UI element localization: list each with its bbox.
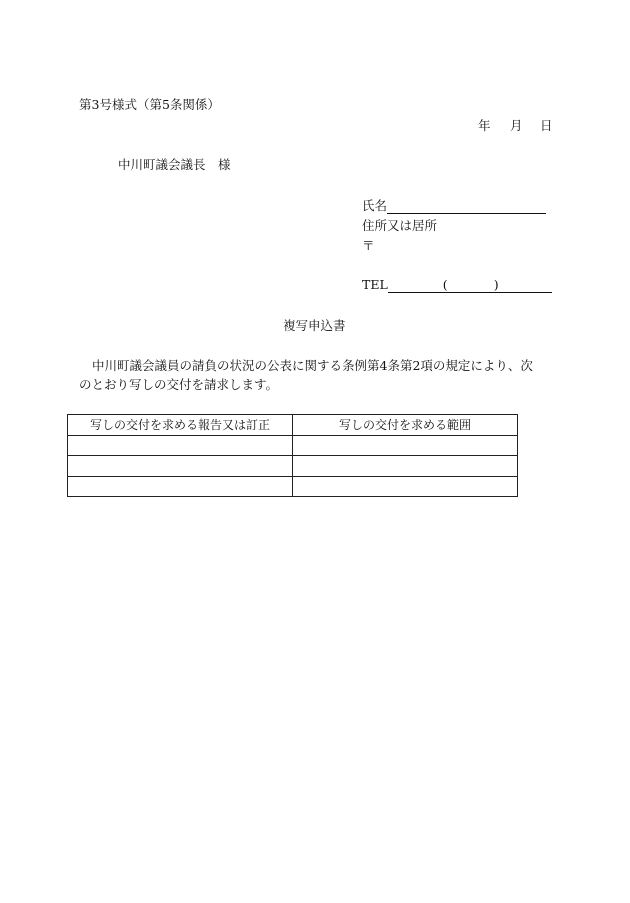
table-cell[interactable] xyxy=(293,476,518,497)
date-year-label: 年 xyxy=(478,118,491,133)
table-row xyxy=(68,476,518,497)
request-table xyxy=(67,414,518,497)
table-row xyxy=(68,435,518,456)
tel-field[interactable] xyxy=(388,278,552,293)
form-number: 第3号様式（第5条関係） xyxy=(79,97,220,112)
address-label: 住所又は居所 xyxy=(362,218,438,233)
addressee: 中川町議会議長 様 xyxy=(118,157,231,172)
table-cell[interactable] xyxy=(68,456,293,477)
tel-close-paren: ) xyxy=(493,277,499,292)
table-cell[interactable] xyxy=(293,456,518,477)
table-cell[interactable] xyxy=(293,435,518,456)
header-report-or-correction: 写しの交付を求める報告又は訂正 xyxy=(68,415,293,436)
name-field[interactable] xyxy=(387,199,546,214)
postal-mark: 〒 xyxy=(362,238,375,253)
date-day-label: 日 xyxy=(540,118,553,133)
document-title: 複写申込書 xyxy=(283,318,346,333)
table-cell[interactable] xyxy=(68,435,293,456)
date-month-label: 月 xyxy=(510,118,523,133)
table-cell[interactable] xyxy=(68,476,293,497)
body-line-1: 中川町議会議員の請負の状況の公表に関する条例第4条第2項の規定により、次 xyxy=(92,358,533,373)
table-row xyxy=(68,456,518,477)
tel-row xyxy=(362,277,552,293)
tel-open-paren: ( xyxy=(442,277,448,292)
table-header-row xyxy=(68,415,518,436)
body-line-2: のとおり写しの交付を請求します。 xyxy=(79,377,279,392)
name-row xyxy=(362,198,546,214)
tel-label: TEL xyxy=(362,277,388,292)
header-scope: 写しの交付を求める範囲 xyxy=(293,415,518,436)
name-label: 氏名 xyxy=(362,198,388,213)
